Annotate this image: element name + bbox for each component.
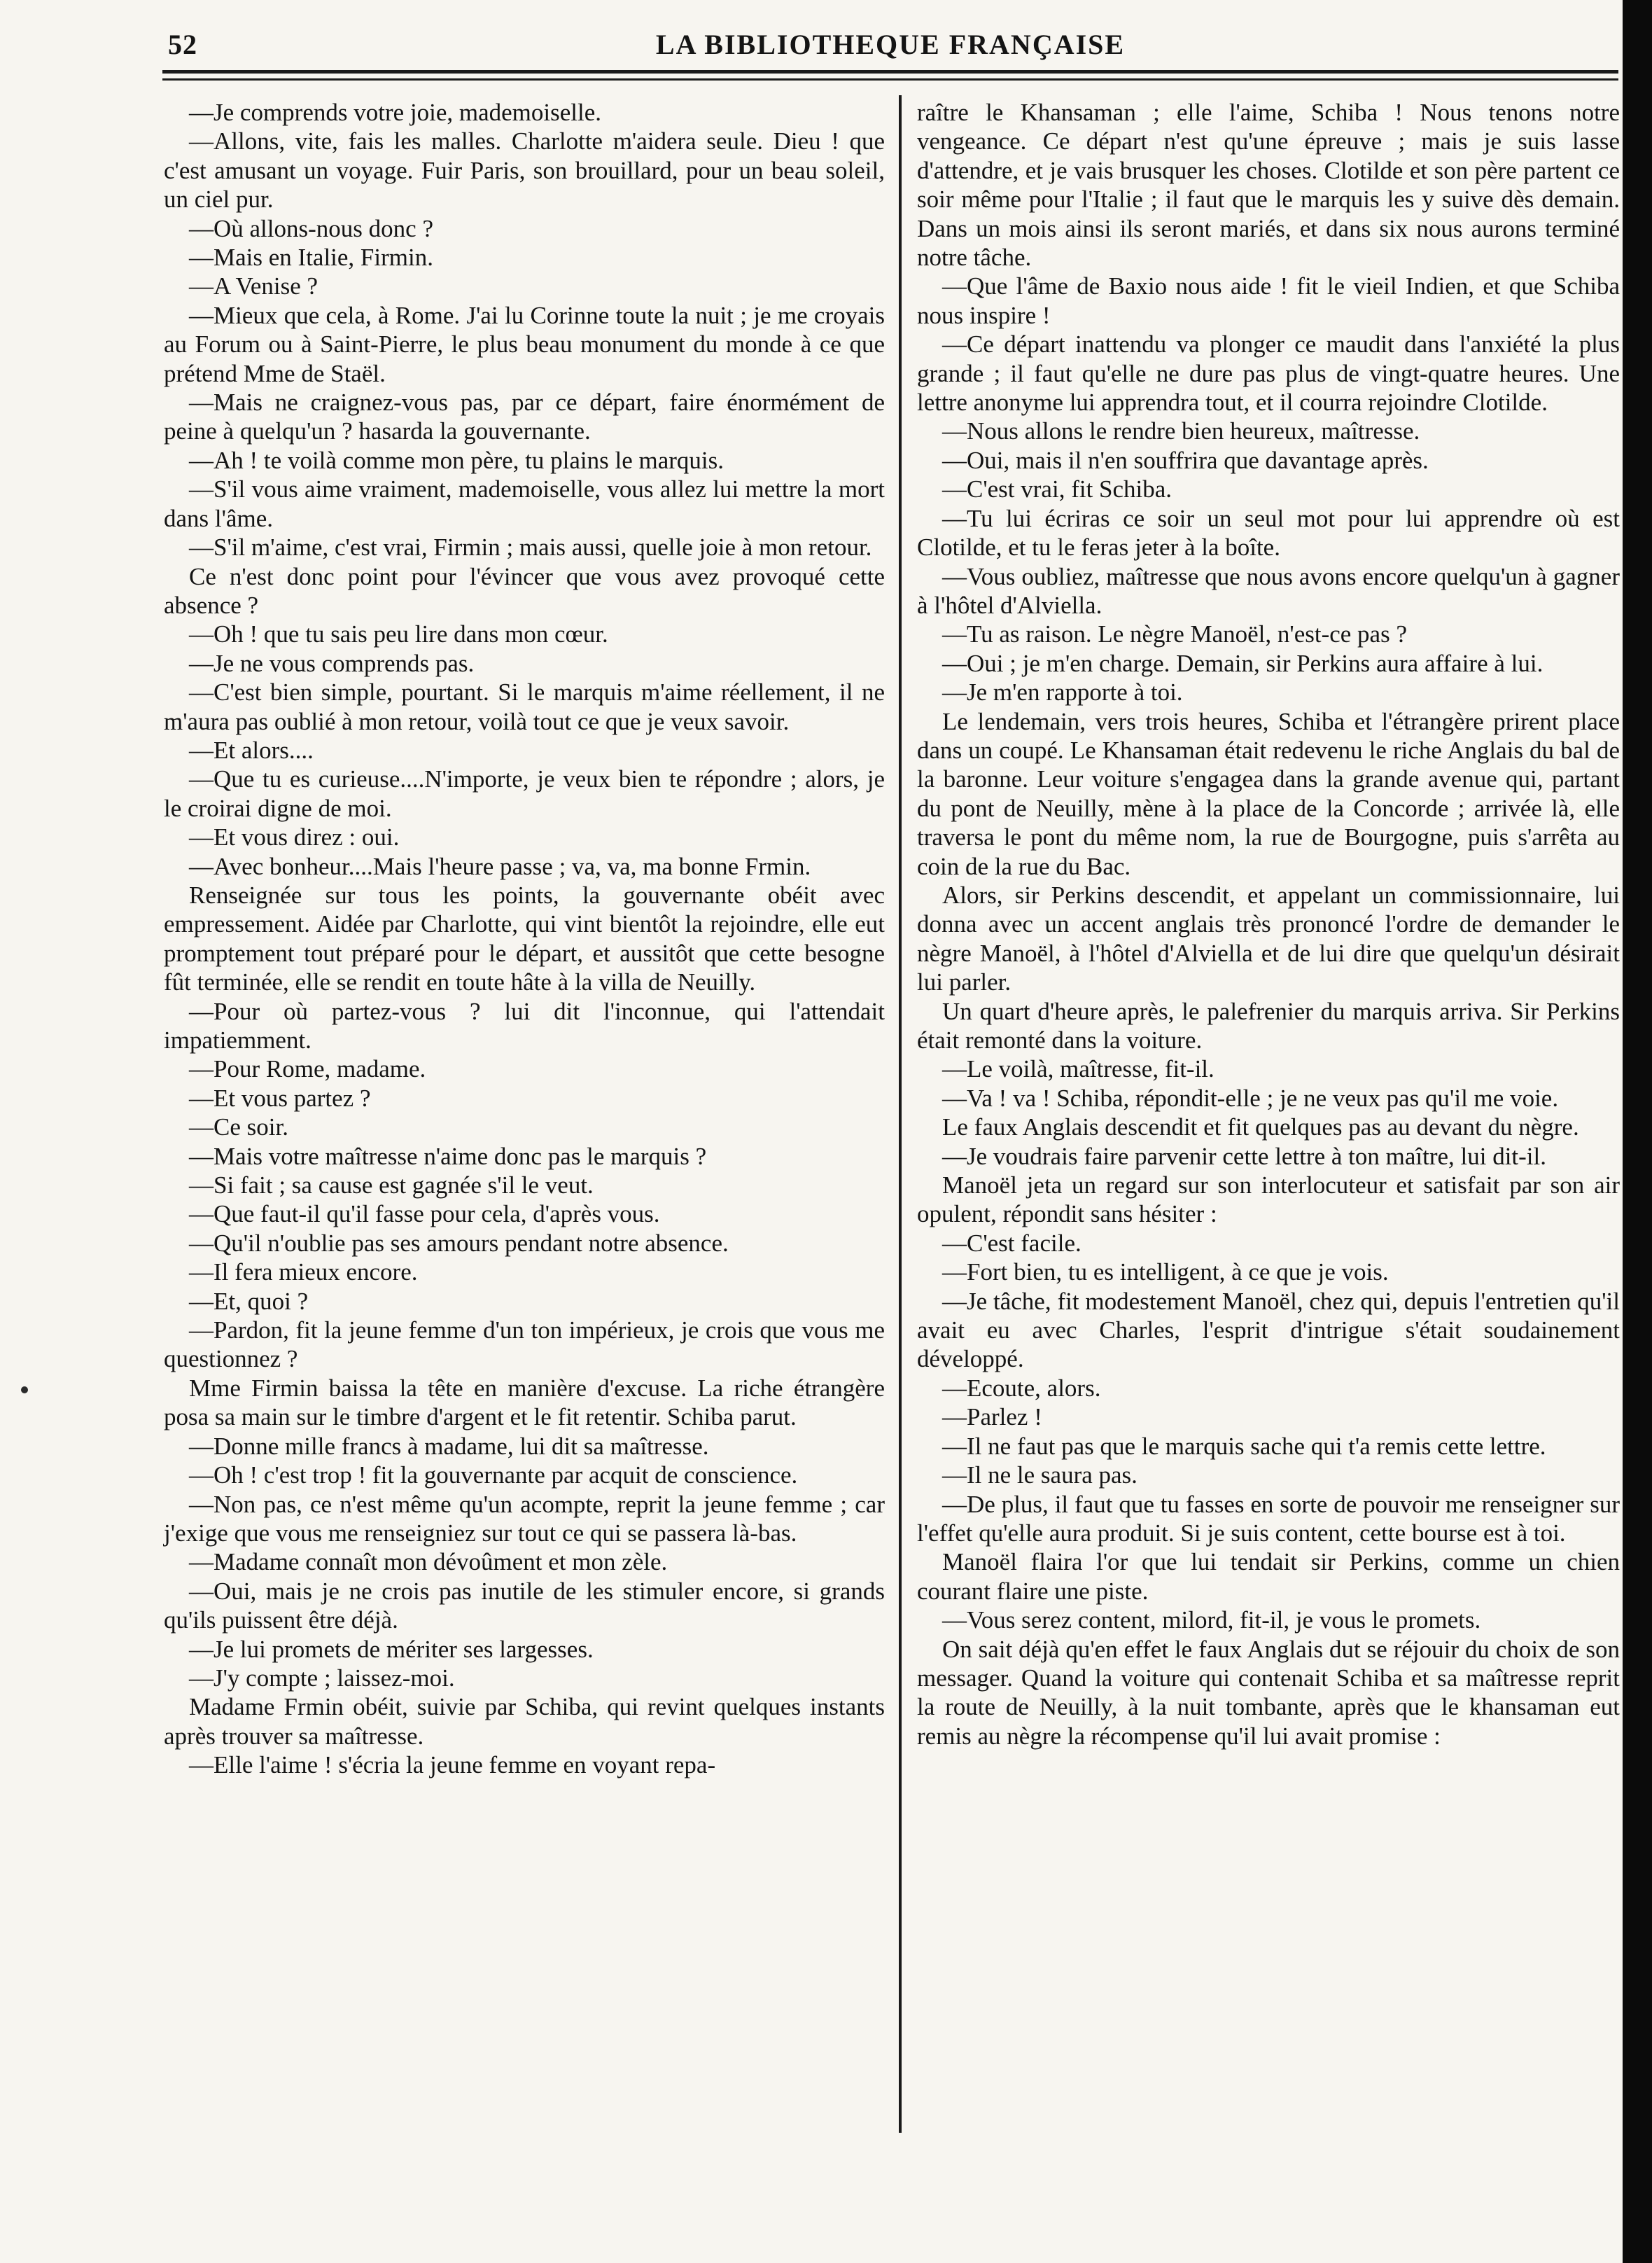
paragraph: On sait déjà qu'en effet le faux Anglais dut se réjouir du choix de son messager. Quand la voiture qui contenait Schiba et sa maîtresse reprit la route de Neuilly, à la nuit tombante, après que le khansaman eut remis au nègre la récompense qu'il lui avait promise : (917, 1635, 1620, 1750)
paragraph: —Vous oubliez, maîtresse que nous avons encore quelqu'un à gagner à l'hôtel d'Alviella. (917, 562, 1620, 619)
paragraph: —Oui ; je m'en charge. Demain, sir Perkins aura affaire à lui. (942, 649, 1544, 677)
paragraph: —Que l'âme de Baxio nous aide ! fit le vieil Indien, et que Schiba nous inspire ! (917, 272, 1620, 329)
right-column (917, 98, 1620, 1750)
column-divider (899, 95, 902, 2133)
paragraph: —Ce départ inattendu va plonger ce maudit dans l'anxiété la plus grande ; il faut qu'elle ne dure pas plus de vingt-quatre heures. Une lettre anonyme lui apprendra tout, et il courra rejoindre Clotilde. (917, 330, 1620, 417)
paragraph: —Oh ! c'est trop ! fit la gouvernante par acquit de conscience. (189, 1461, 798, 1489)
paragraph: —Pardon, fit la jeune femme d'un ton impérieux, je crois que vous me questionnez ? (164, 1316, 885, 1373)
left-column (164, 98, 885, 1780)
paragraph: —Parlez ! (942, 1403, 1042, 1431)
paragraph: Un quart d'heure après, le palefrenier du marquis arriva. Sir Perkins était remonté dans la voiture. (917, 997, 1620, 1054)
paragraph: —Donne mille francs à madame, lui dit sa maîtresse. (189, 1432, 709, 1460)
paragraph: —Ah ! te voilà comme mon père, tu plains le marquis. (189, 446, 724, 474)
header-rule-thin (162, 78, 1618, 81)
paragraph: —Avec bonheur....Mais l'heure passe ; va, va, ma bonne Frmin. (189, 852, 811, 880)
paragraph: —Oui, mais il n'en souffrira que davantage après. (942, 446, 1429, 474)
paragraph: —Pour Rome, madame. (189, 1055, 426, 1083)
paragraph: Renseignée sur tous les points, la gouvernante obéit avec empressement. Aidée par Charlotte, qui vint bientôt la rejoindre, elle eut promptement tout préparé pour le départ, et aussitôt que cette besogne fût terminée, elle se rendit en toute hâte à la villa de Neuilly. (164, 881, 885, 996)
paragraph: —Mais ne craignez-vous pas, par ce départ, faire énormément de peine à quelqu'un ? hasarda la gouvernante. (164, 389, 885, 445)
paragraph: —Je tâche, fit modestement Manoël, chez qui, depuis l'entretien qu'il avait eu avec Charles, l'esprit d'intrigue s'était soudainement développé. (917, 1287, 1620, 1373)
paragraph: —Tu lui écriras ce soir un seul mot pour lui apprendre où est Clotilde, et tu le feras jeter à la boîte. (917, 504, 1620, 562)
paragraph: —Et alors.... (189, 736, 314, 764)
paragraph: —Non pas, ce n'est même qu'un acompte, reprit la jeune femme ; car j'exige que vous me renseigniez sur tout ce qui se passera là-bas. (164, 1490, 885, 1547)
paragraph: —C'est bien simple, pourtant. Si le marquis m'aime réellement, il ne m'aura pas oublié à mon retour, voilà tout ce que je veux savoir. (164, 678, 885, 735)
paragraph: Ce n'est donc point pour l'évincer que vous avez provoqué cette absence ? (164, 562, 885, 619)
paragraph: —Mais en Italie, Firmin. (189, 244, 433, 272)
paragraph: —Oh ! que tu sais peu lire dans mon cœur. (189, 620, 608, 648)
paragraph: Le faux Anglais descendit et fit quelques pas au devant du nègre. (942, 1113, 1579, 1141)
paragraph: —Il ne le saura pas. (942, 1461, 1138, 1489)
binding-edge-shadow (1623, 0, 1652, 2263)
paragraph: —C'est vrai, fit Schiba. (942, 475, 1172, 503)
paragraph: —Mais votre maîtresse n'aime donc pas le marquis ? (189, 1142, 707, 1170)
paragraph: —Si fait ; sa cause est gagnée s'il le veut. (189, 1171, 594, 1199)
paragraph: —Elle l'aime ! s'écria la jeune femme en voyant repa- (189, 1751, 716, 1779)
margin-ink-spot (21, 1386, 28, 1393)
paragraph: —Je voudrais faire parvenir cette lettre à ton maître, lui dit-il. (942, 1142, 1547, 1170)
paragraph: —Oui, mais je ne crois pas inutile de les stimuler encore, si grands qu'ils puissent être déjà. (164, 1577, 885, 1634)
paragraph: —Madame connaît mon dévoûment et mon zèle. (189, 1548, 668, 1576)
paragraph: —Et vous partez ? (189, 1084, 371, 1112)
paragraph: raître le Khansaman ; elle l'aime, Schiba ! Nous tenons notre vengeance. Ce départ n'est qu'une épreuve ; mais je suis lasse d'attendre, et je vais brusquer les choses. Clotilde et son père partent ce soir même pour l'Italie ; il faut que le marquis les y suive dès demain. Dans un mois ainsi ils seront mariés, et dans six nous aurons terminé notre tâche. (917, 99, 1620, 272)
paragraph: —J'y compte ; laissez-moi. (189, 1664, 455, 1692)
paragraph: Manoël flaira l'or que lui tendait sir Perkins, comme un chien courant flaire une piste. (917, 1548, 1620, 1605)
paragraph: —Le voilà, maîtresse, fit-il. (942, 1055, 1214, 1083)
paragraph: —Fort bien, tu es intelligent, à ce que je vois. (942, 1258, 1389, 1286)
paragraph: —Je comprends votre joie, mademoiselle. (189, 99, 602, 126)
page-number: 52 (168, 29, 197, 60)
paragraph: —Allons, vite, fais les malles. Charlotte m'aidera seule. Dieu ! que c'est amusant un voyage. Fuir Paris, son brouillard, pour un beau soleil, un ciel pur. (164, 127, 885, 214)
paragraph: —De plus, il faut que tu fasses en sorte de pouvoir me renseigner sur l'effet qu'elle aura produit. Si je suis content, cette bourse est à toi. (917, 1490, 1620, 1547)
paragraph: —Que tu es curieuse....N'importe, je veux bien te répondre ; alors, je le croirai digne de moi. (164, 765, 885, 822)
paragraph: —C'est facile. (942, 1229, 1082, 1257)
paragraph: —S'il vous aime vraiment, mademoiselle, vous allez lui mettre la mort dans l'âme. (164, 475, 885, 532)
paragraph: Mme Firmin baissa la tête en manière d'excuse. La riche étrangère posa sa main sur le timbre d'argent et le fit retentir. Schiba parut. (164, 1374, 885, 1431)
paragraph: Le lendemain, vers trois heures, Schiba et l'étrangère prirent place dans un coupé. Le Khansaman était redevenu le riche Anglais du bal de la baronne. Leur voiture s'engagea dans la grande avenue qui, partant du pont de Neuilly, mène à la place de la Concorde ; arrivée là, elle traversa le pont du même nom, la rue de Bourgogne, puis s'arrêta au coin de la rue du Bac. (917, 707, 1620, 880)
paragraph: —Ecoute, alors. (942, 1374, 1101, 1402)
paragraph: —Que faut-il qu'il fasse pour cela, d'après vous. (189, 1200, 660, 1228)
running-title: LA BIBLIOTHEQUE FRANÇAISE (655, 29, 1126, 60)
paragraph: —Il ne faut pas que le marquis sache qui t'a remis cette lettre. (942, 1432, 1546, 1460)
paragraph: —Je m'en rapporte à toi. (942, 678, 1183, 706)
paragraph: —Il fera mieux encore. (189, 1258, 418, 1286)
paragraph: —Vous serez content, milord, fit-il, je vous le promets. (942, 1606, 1481, 1634)
paragraph: —Où allons-nous donc ? (189, 214, 433, 242)
paragraph: —Nous allons le rendre bien heureux, maîtresse. (942, 417, 1420, 445)
paragraph: —Je ne vous comprends pas. (189, 649, 475, 677)
paragraph: —Et vous direz : oui. (189, 823, 400, 851)
header-rule-thick (162, 70, 1618, 74)
paragraph: —Je lui promets de mériter ses largesses. (189, 1635, 594, 1663)
paragraph: —S'il m'aime, c'est vrai, Firmin ; mais aussi, quelle joie à mon retour. (189, 534, 872, 562)
paragraph: —Pour où partez-vous ? lui dit l'inconnue, qui l'attendait impatiemment. (164, 997, 885, 1054)
paragraph: —Va ! va ! Schiba, répondit-elle ; je ne veux pas qu'il me voie. (942, 1084, 1559, 1112)
paragraph: —Qu'il n'oublie pas ses amours pendant notre absence. (189, 1229, 729, 1257)
paragraph: —Ce soir. (189, 1113, 288, 1141)
paragraph: Alors, sir Perkins descendit, et appelant un commissionnaire, lui donna avec un accent anglais très prononcé l'ordre de demander le nègre Manoël, à l'hôtel d'Alviella et de lui dire que quelqu'un désirait lui parler. (917, 881, 1620, 996)
paragraph: —Tu as raison. Le nègre Manoël, n'est-ce pas ? (942, 620, 1407, 648)
paragraph: —Mieux que cela, à Rome. J'ai lu Corinne toute la nuit ; je me croyais au Forum ou à Saint-Pierre, le plus beau monument du monde à ce que prétend Mme de Staël. (164, 301, 885, 387)
paragraph: Manoël jeta un regard sur son interlocuteur et satisfait par son air opulent, répondit sans hésiter : (917, 1171, 1620, 1228)
page-header (162, 25, 1618, 67)
paragraph: Madame Frmin obéit, suivie par Schiba, qui revint quelques instants après trouver sa maîtresse. (164, 1693, 885, 1750)
paragraph: —Et, quoi ? (189, 1287, 309, 1315)
paragraph: —A Venise ? (189, 272, 318, 300)
